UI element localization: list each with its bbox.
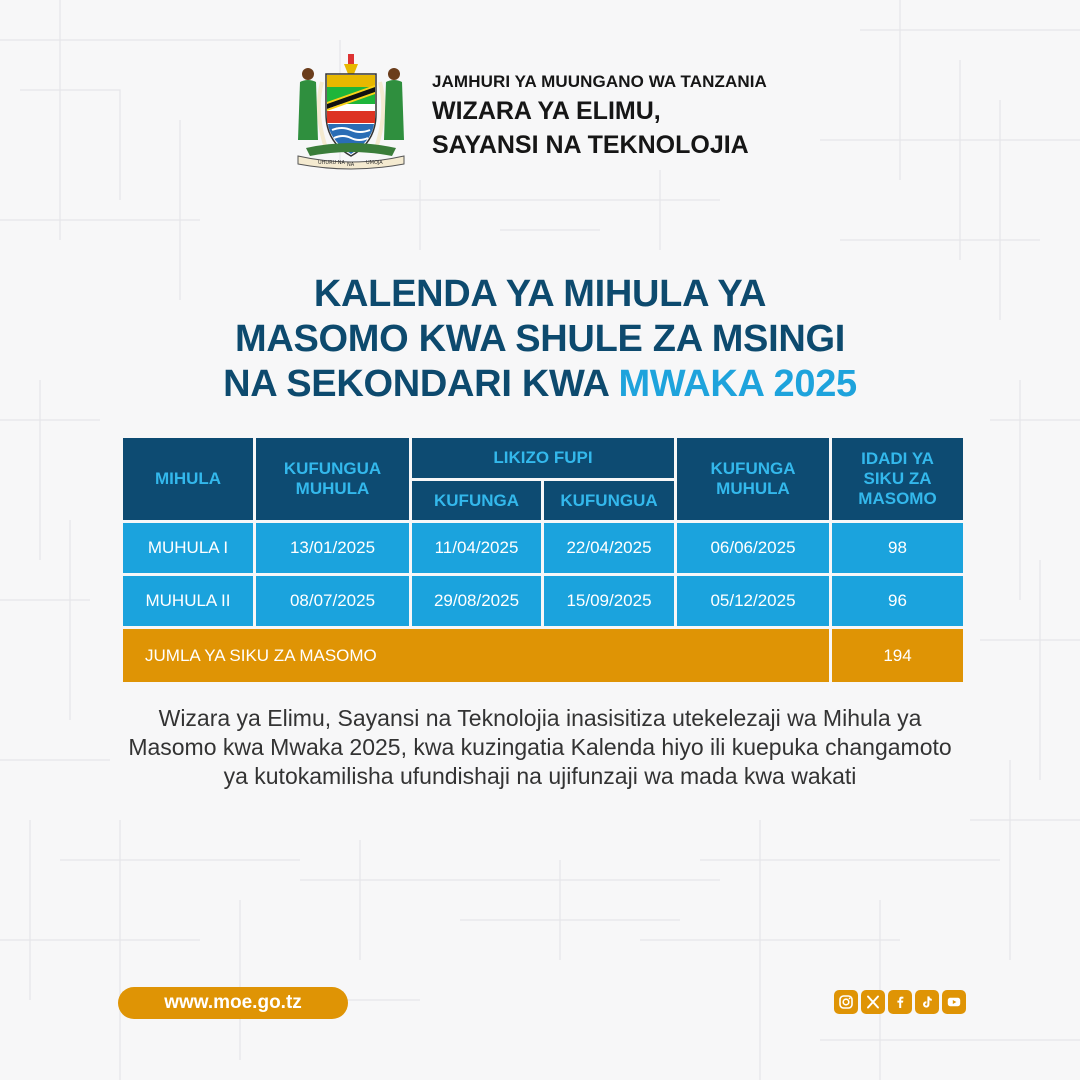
emphasis-note: Wizara ya Elimu, Sayansi na Teknolojia inasisitiza utekelezaji wa Mihula ya Masomo kwa Mwaka 2025, kwa kuzingatia Kalenda hiyo ili kuepuka changamoto ya kutokamilisha ufundishaji na ujifunzaji wa mada kwa wakati: [128, 705, 952, 789]
table-row-1-close: 06/06/2025: [677, 523, 829, 573]
emblem-banner-mid: NA: [347, 162, 355, 168]
x-icon[interactable]: [861, 990, 885, 1014]
website-link[interactable]: www.moe.go.tz: [118, 987, 348, 1019]
header-kufunga-muhula: KUFUNGA MUHULA: [677, 438, 829, 520]
ministry-name-line1: WIZARA YA ELIMU,: [432, 97, 661, 125]
emblem-banner-right: UMOJA: [366, 160, 383, 166]
header-likizo-fupi: LIKIZO FUPI: [412, 438, 674, 478]
social-links: [834, 990, 966, 1014]
facebook-icon[interactable]: [888, 990, 912, 1014]
table-row-1-days: 98: [832, 523, 963, 573]
term-calendar-table: [123, 438, 963, 682]
table-row-1-break-close: 11/04/2025: [412, 523, 541, 573]
header-kufunga: KUFUNGA: [412, 481, 541, 520]
header-kufungua-muhula: KUFUNGUA MUHULA: [256, 438, 409, 520]
tiktok-icon[interactable]: [915, 990, 939, 1014]
title-line-3: [0, 362, 1080, 407]
ministry-heading: [432, 72, 767, 160]
header: [292, 52, 812, 172]
ministry-name-line2: SAYANSI NA TEKNOLOJIA: [432, 131, 749, 159]
table-row-2-open: 08/07/2025: [256, 576, 409, 626]
page-title: [0, 272, 1080, 407]
emblem-banner-left: UHURU NA: [318, 160, 345, 166]
header-mihula: MIHULA: [123, 438, 253, 520]
header-kufungua: KUFUNGUA: [544, 481, 674, 520]
header-idadi-ya-siku: IDADI YA SIKU ZA MASOMO: [832, 438, 963, 520]
title-line-1: KALENDA YA MIHULA YA: [313, 273, 767, 315]
republic-name: JAMHURI YA MUUNGANO WA TANZANIA: [432, 72, 767, 91]
table-row-2-days: 96: [832, 576, 963, 626]
table-row-2-break-close: 29/08/2025: [412, 576, 541, 626]
table-row-2-close: 05/12/2025: [677, 576, 829, 626]
coat-of-arms-icon: [292, 52, 410, 170]
total-label: JUMLA YA SIKU ZA MASOMO: [123, 629, 829, 682]
youtube-icon[interactable]: [942, 990, 966, 1014]
table-row-1-term: MUHULA I: [123, 523, 253, 573]
title-line-3-prefix: NA SEKONDARI KWA: [223, 363, 619, 405]
title-line-2: MASOMO KWA SHULE ZA MSINGI: [234, 318, 846, 360]
total-days: 194: [832, 629, 963, 682]
table-row-1-open: 13/01/2025: [256, 523, 409, 573]
title-year-highlight: MWAKA 2025: [618, 363, 857, 405]
instagram-icon[interactable]: [834, 990, 858, 1014]
table-row-1-break-open: 22/04/2025: [544, 523, 674, 573]
table-row-2-break-open: 15/09/2025: [544, 576, 674, 626]
table-row-2-term: MUHULA II: [123, 576, 253, 626]
